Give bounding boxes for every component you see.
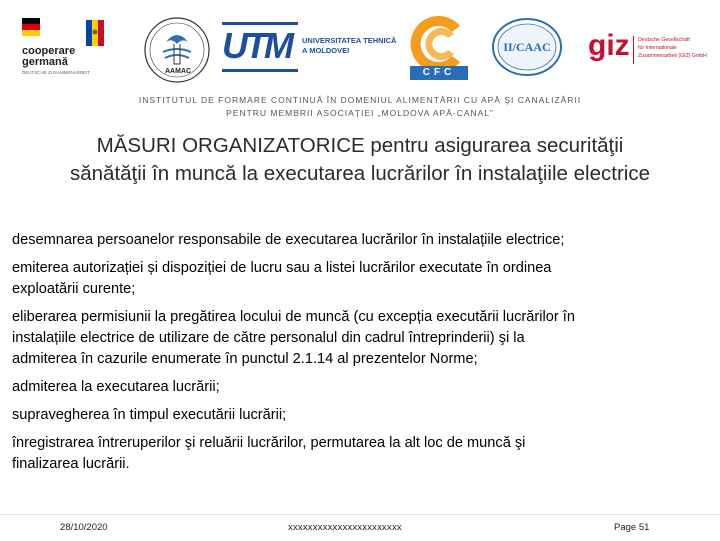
list-item-line: supravegherea în timpul executării lucrării;	[12, 407, 287, 423]
aamac-logo	[138, 14, 216, 86]
giz-mark: giz	[588, 29, 630, 62]
list-item-line: instalațiile electrice de utilizare de către personalul din cadrul întreprinderii) şi la	[12, 330, 525, 346]
list-item	[12, 405, 712, 426]
slide-title	[0, 132, 720, 188]
list-item	[12, 230, 712, 251]
utm-logo	[222, 22, 400, 74]
list-item-line: înregistrarea întreruperilor şi reluării lucrărilor, permutarea la alt loc de muncă şi	[12, 435, 526, 451]
cooperare-subtext: DEUTSCHE ZUSAMMENARBEIT	[22, 70, 91, 75]
page-number: Page 51	[614, 522, 650, 533]
giz-line3: Zusammenarbeit (GIZ) GmbH	[638, 53, 707, 59]
measures-list	[12, 230, 712, 482]
cooperare-germana-logo	[14, 12, 114, 80]
giz-logo	[588, 29, 708, 74]
utm-line1: UNIVERSITATEA TEHNICĂ	[302, 36, 397, 45]
utm-stripe	[222, 22, 298, 25]
utm-mark: UTM	[222, 25, 291, 66]
giz-divider	[633, 36, 634, 64]
cooperare-text: cooperare	[22, 45, 76, 57]
list-item	[12, 307, 712, 370]
title-line2: sănătăţii în muncă la executarea lucrărilor în instalaţiile electrice	[70, 162, 650, 185]
giz-line1: Deutsche Gesellschaft	[638, 37, 690, 43]
list-item	[12, 377, 712, 398]
list-item-line: admiterea în cazurile enumerate în punctul 2.1.14 al prezentelor Norme;	[12, 351, 478, 367]
cfc-logo	[404, 12, 474, 82]
list-item-line: emiterea autorizației și dispoziției de lucru sau a listei lucrărilor executate în ordinea	[12, 260, 552, 276]
aac-logo	[490, 16, 564, 78]
cfc-text: CFC	[410, 66, 468, 80]
aamac-emblem-icon	[138, 14, 216, 86]
utm-line2: A MOLDOVEI	[302, 46, 350, 55]
list-item	[12, 258, 712, 300]
list-item-line: eliberarea permisiunii la pregătirea locului de muncă (cu excepția executării lucrărilor în	[12, 309, 575, 325]
aamac-text: AAMAC	[165, 68, 192, 75]
slide-footer	[0, 514, 720, 541]
logo-bar	[0, 0, 720, 92]
footer-placeholder: xxxxxxxxxxxxxxxxxxxxxxx	[288, 522, 402, 533]
institute-line1: INSTITUTUL DE FORMARE CONTINUĂ ÎN DOMENIUL ALIMENTĂRII CU APĂ ŞI CANALIZĂRII	[138, 95, 582, 105]
aac-text: II/CAAC	[503, 40, 551, 54]
utm-stripe-bottom	[222, 69, 298, 72]
title-line1: MĂSURI ORGANIZATORICE pentru asigurarea securităţii	[96, 134, 624, 157]
footer-date: 28/10/2020	[60, 522, 108, 533]
institute-header	[0, 94, 720, 120]
list-item-line: finalizarea lucrării.	[12, 456, 130, 472]
giz-line2: für Internationale	[638, 45, 677, 51]
list-item-line: exploatării curente;	[12, 281, 136, 297]
germana-text: germană	[22, 56, 68, 68]
list-item-line: desemnarea persoanelor responsabile de executarea lucrărilor în instalațiile electrice;	[12, 232, 565, 248]
institute-line2: PENTRU MEMBRII ASOCIAȚIEI „MOLDOVA APĂ-CANAL”	[226, 108, 494, 118]
list-item	[12, 433, 712, 475]
list-item-line: admiterea la executarea lucrării;	[12, 379, 220, 395]
